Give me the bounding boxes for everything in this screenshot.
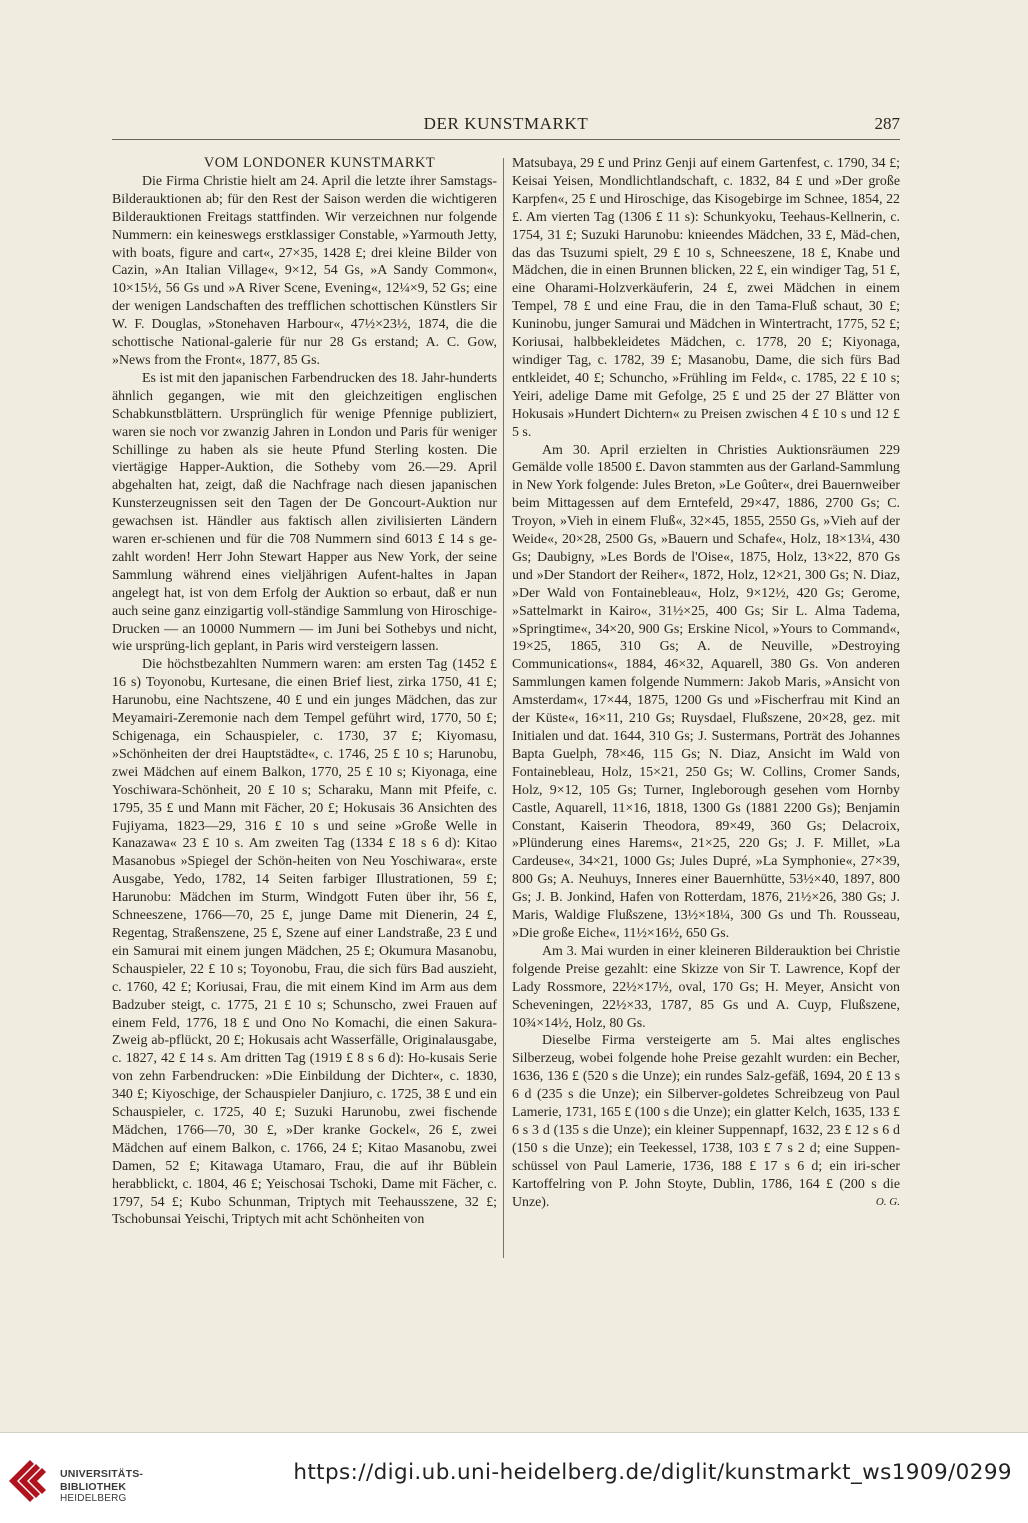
author-signature: O. G. [875,1195,900,1208]
paragraph-april-30: Am 30. April erzielten in Christies Auktionsräumen 229 Gemälde volle 18500 £. Davon stammten aus der Garland-Sammlung in New York folgende: Jules Breton, »Le Goûter«, drei Bauernweiber beim Mittagessen auf dem Erntefeld, 29×47, 1886, 2700 Gs; C. Troyon, »Vieh in einem Fluß«, 32×45, 1855, 2550 Gs, »Vieh auf der Weide«, 20×28, 2500 Gs, »Bauern und Schafe«, Holz, 18×13¼, 430 Gs; Daubigny, »Les Bords de l'Oise«, 1875, Holz, 13×22, 870 Gs und »Der Standort der Reiher«, 1872, Holz, 12×21, 300 Gs; N. Diaz, »Der Wald von Fontainebleau«, Holz, 9×12½, 420 Gs; Gerome, »Sattelmarkt in Kairo«, 31½×25, 400 Gs; Sir L. Alma Tadema, »Springtime«, 34×20, 900 Gs; Erskine Nicol, »Yours to Command«, 19×25, 1865, 310 Gs; A. de Neuville, »Destroying Communications«, 1884, 46×32, Aquarell, 380 Gs. Von anderen Sammlungen kamen folgende Nummern: Jakob Maris, »Ansicht von Amsterdam«, 17×44, 1875, 1200 Gs und »Fischerfrau mit Kind an der Küste«, 16×11, 210 Gs; Ruysdael, Flußszene, 20×28, gez. mit Initialen und dat. 1644, 310 Gs; J. Sustermans, Porträt des Johannes Bapta Guelph, 78×46, 115 Gs; N. Diaz, Ansicht im Wald von Fontainebleau, Holz, 15×21, 250 Gs; W. Collins, Cromer Sands, Holz, 9×12, 105 Gs; Turner, Ingleborough gesehen vom Hornby Castle, Aquarell, 11×16, 1818, 1300 Gs (1881 2200 Gs); Benjamin Constant, Kaiserin Theodora, 89×49, 360 Gs; Delacroix, »Plünderung eines Harems«, 21×25, 220 Gs; J. F. Millet, »La Cardeuse«, 34×21, 1000 Gs; Jules Dupré, »La Symphonie«, 27×39, 800 Gs; A. Neuhuys, Inneres einer Bauernhütte, 53½×40, 1897, 800 Gs; J. B. Jonkind, Hafen von Rotterdam, 1876, 21½×26, 380 Gs; J. Maris, Waldige Flußszene, 13½×18¼, 300 Gs und Th. Rousseau, »Die große Eiche«, 11½×16½, 650 Gs. [512,442,900,941]
library-name-line2: BIBLIOTHEK [60,1480,127,1493]
column-divider [503,158,504,1258]
paragraph-may-5-text: Dieselbe Firma versteigerte am 5. Mai altes englisches Silberzeug, wobei folgende hohe Preise gezahlt wurden: ein Becher, 1636, 136 £ (520 s die Unze); ein rundes Salz-gefäß, 1694, 20 £ 13 s 6 d (235 s die Unze); ein Silberver-goldetes Schreibzeug von Paul Lamerie, 1731, 165 £ (100 s die Unze); ein glatter Kelch, 1635, 133 £ 6 s 3 d (135 s die Unze); ein kleiner Suppennapf, 1632, 23 £ 12 s 6 d (150 s die Unze); ein Teekessel, 1738, 103 £ 7 s 2 d; eine Suppen-schüssel von Paul Lamerie, 1736, 188 £ 17 s 6 d; ein iri-scher Kartoffelring von P. John Stoyte, Dublin, 1786, 164 £ (200 s die Unze). [512,1033,900,1210]
left-column [112,155,497,1260]
right-column [512,155,900,1260]
paragraph-highest-prices: Die höchstbezahlten Nummern waren: am ersten Tag (1452 £ 16 s) Toyonobu, Kurtesane, die einen Brief liest, zirka 1750, 41 £; Harunobu, eine Nachtszene, 40 £ und ein junges Mädchen, das zur Meyamairi-Zeremonie nach dem Tempel geführt wird, 1770, 50 £; Schigenaga, ein Schauspieler, c. 1730, 37 £; Kiyomasu, »Schönheiten der drei Hauptstädte«, c. 1746, 25 £ 10 s; Harunobu, zwei Mädchen auf einem Balkon, 1770, 25 £ 10 s; Kiyonaga, eine Yoschiwara-Schönheit, 20 £ 10 s; Scharaku, Mann mit Pfeife, c. 1795, 35 £ und Mann mit Fächer, 20 £; Hokusais 36 Ansichten des Fujiyama, 1823—29, 316 £ 10 s und seine »Große Welle in Kanazawa« 23 £ 10 s. Am zweiten Tag (1334 £ 18 s 6 d): Kitao Masanobus »Spiegel der Schön-heiten von Neu Yoschiwara«, erste Ausgabe, Yedo, 1782, 14 Seiten farbiger Illustrationen, 59 £; Harunobu: Mädchen im Sturm, Windgott Futen über ihr, 56 £, Schneeszene, 1766—70, 25 £, junge Dame mit Dienerin, 24 £, Regentag, Straßenszene, 25 £, Szene auf einer Landstraße, 23 £ und ein Samurai mit einem jungen Mädchen, 25 £; Okumura Masanobu, Schauspieler, 22 £ 10 s; Toyonobu, Frau, die sich fürs Bad auszieht, c. 1760, 42 £; Koriusai, Frau, die mit einem Kind im Arm aus dem Badzuber steigt, c. 1775, 21 £ 10 s; Schunscho, zwei Frauen auf einem Feld, 1776, 18 £ und Ono No Komachi, die einen Sakura-Zweig ab-pflückt, 20 £; Hokusais acht Wasserfälle, Originalausgabe, c. 1827, 42 £ 14 s. Am dritten Tag (1919 £ 8 s 6 d): Ho-kusais Serie von zehn Farbendrucken: »Die Einbildung der Dichter«, c. 1830, 340 £; Kiyoschige, der Schauspieler Danjiuro, c. 1725, 38 £ und ein Schauspieler, c. 1725, 40 £; Suzuki Harunobu, zwei fischende Mädchen, 1766—70, 30 £, »Der kranke Gockel«, 26 £, zwei Mädchen auf einem Balkon, c. 1766, 24 £; Kitao Masanobu, zwei Damen, 52 £; Kitawaga Utamaro, Frau, die auf ihr Büblein herabblickt, c. 1804, 46 £; Yeischosai Tschoki, Dame mit Fächer, c. 1797, 54 £; Kubo Schunman, Triptych mit Teehausszene, 32 £; Tschobunsai Yeischi, Triptych mit acht Schönheiten von [112,657,497,1228]
footer-divider [0,1432,1028,1433]
library-name-line3: HEIDELBERG [60,1493,127,1504]
paragraph-japanese-prints: Es ist mit den japanischen Farbendrucken des 18. Jahr-hunderts ähnlich gegangen, wie mit den gleichzeitigen englischen Schabkunstblättern. Ursprünglich für wenige Pfennige publiziert, waren sie noch vor zwanzig Jahren in London und Paris für weniger Schillinge zu haben als sie heute Pfund Sterling kosten. Die viertägige Happer-Auktion, die Sotheby vom 26.—29. April abgehalten hat, zeigt, daß die Nachfrage nach diesen japanischen Kunsterzeugnissen seit den Tagen der De Goncourt-Auktion nur gewachsen ist. Händler aus faktisch allen zivilisierten Ländern waren er-schienen und für die 708 Nummern sind 6013 £ 14 s ge-zahlt worden! Herr John Stewart Happer aus New York, der seine Sammlung während eines vieljährigen Aufent-haltes in Japan angelegt hat, ist von dem Erfolg der Auktion so erbaut, daß er nun auch seine ganz einzigartig voll-ständige Sammlung von Hiroschige-Drucken — an 10000 Nummern — im Juni bei Sothebys und nicht, wie ursprüng-lich geplant, in Paris wird versteigern lassen. [112,370,497,655]
paragraph-continued: Matsubaya, 29 £ und Prinz Genji auf einem Gartenfest, c. 1790, 34 £; Keisai Yeisen, Mondlichtlandschaft, c. 1832, 84 £ und »Der große Karpfen«, 25 £ und Hiroschige, das Kisogebirge im Schnee, 1854, 22 £. Am vierten Tag (1306 £ 11 s): Schunkyoku, Teehaus-Kellnerin, c. 1754, 31 £; Suzuki Harunobu: knieendes Mädchen, 33 £, Mäd-chen, das das Tsuzumi spielt, 29 £ 10 s, Schneeszene, 18 £, Knabe und Mädchen, die in einen Brunnen blicken, 22 £, ein windiger Tag, 51 £, eine Oharami-Holzverkäuferin, 24 £, zwei Mädchen in einem Tempel, 78 £ und eine Frau, die in den Tama-Fluß schaut, 30 £; Kuninobu, junger Samurai und Mädchen in Wintertracht, 1775, 52 £; Koriusai, halbbekleidetes Mädchen, c. 1778, 20 £; Kiyonaga, windiger Tag, c. 1782, 39 £; Masanobu, Dame, die sich fürs Bad entkleidet, 40 £; Schuncho, »Frühling im Feld«, c. 1785, 22 £ 10 s; Yeiri, adelige Dame mit Gefolge, 25 £ und 25 der 27 Blätter von Hokusais »Hundert Dichtern« zu Preisen zwischen 4 £ 10 s und 12 £ 5 s. [512,156,900,440]
page-number: 287 [874,114,900,133]
running-title: DER KUNSTMARKT [423,114,589,133]
paragraph-christie-april-24: Die Firma Christie hielt am 24. April die letzte ihrer Samstags-Bilderauktionen ab; für den Rest der Saison werden die wichtigeren Bilderauktionen Freitags stattfinden. Wir verzeichnen nur folgende Nummern: ein keineswegs erstklassiger Constable, »Yarmouth Jetty, with boats, figure and cart«, 27×35, 1428 £; drei kleine Bilder von Cazin, »An Italian Village«, 9×12, 54 Gs, »A Sandy Common«, 10×15½, 56 Gs und »A River Scene, Evening«, 12¼×9, 52 Gs; eine der wenigen Landschaften des trefflichen schottischen Künstlers Sir W. F. Douglas, »Stonehaven Harbour«, 47½×23½, 1874, die die schottische National-galerie für nur 28 Gs erstand; A. C. Gow, »News from the Front«, 1877, 85 Gs. [112,173,497,368]
library-name [60,1468,143,1506]
running-head [112,113,900,140]
library-name-line1: UNIVERSITÄTS- [60,1468,144,1480]
article-heading: VOM LONDONER KUNSTMARKT [203,155,436,171]
paragraph-may-3: Am 3. Mai wurden in einer kleineren Bilderauktion bei Christie folgende Preise gezahlt: eine Skizze von Sir T. Lawrence, Kopf der Lady Rossmore, 22½×17½, oval, 170 Gs; H. Meyer, Ansicht von Scheveningen, 22½×33, 1787, 85 Gs und A. Cuyp, Flußszene, 10¾×14½, Holz, 80 Gs. [512,943,900,1031]
document-url-link[interactable]: https://digi.ub.uni-heidelberg.de/diglit/kunstmarkt_ws1909/0299 [293,1460,1012,1485]
paragraph-may-5-silver [512,1032,900,1211]
heidelberg-university-library-logo-icon [9,1460,53,1502]
